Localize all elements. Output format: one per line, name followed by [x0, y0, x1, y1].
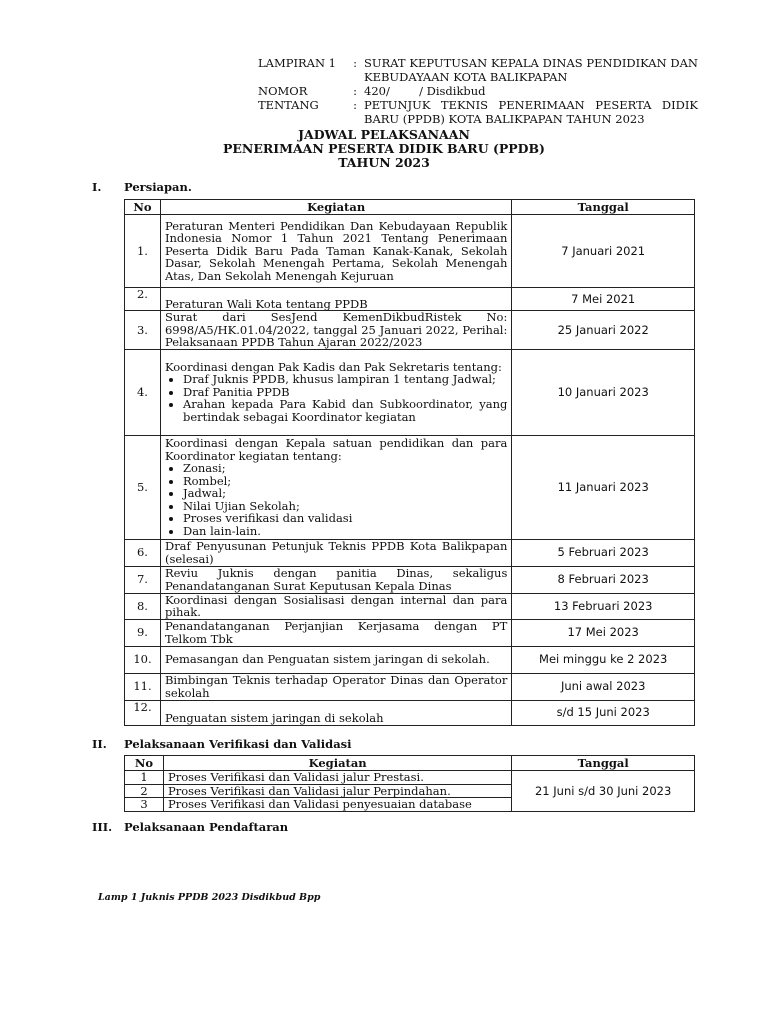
table-row	[125, 539, 695, 566]
header-colon: :	[353, 84, 357, 98]
section-title: Pelaksanaan Verifikasi dan Validasi	[124, 737, 352, 751]
section-number: III.	[92, 820, 113, 834]
row-date: Juni awal 2023	[512, 673, 695, 700]
table-header-row	[125, 200, 695, 215]
row-date: 13 Februari 2023	[512, 593, 695, 619]
list-item: • Nilai Ujian Sekolah;	[183, 500, 507, 513]
table-row	[125, 311, 695, 350]
table-row	[125, 566, 695, 593]
header-row-lampiran	[258, 56, 698, 84]
table-row	[125, 771, 695, 785]
row-number: 4.	[125, 349, 161, 435]
section-heading-persiapan	[92, 180, 192, 194]
row-date: 25 Januari 2022	[512, 311, 695, 350]
list-item: • Zonasi;	[183, 462, 507, 475]
row-date: s/d 15 Juni 2023	[512, 700, 695, 725]
header-row-nomor	[258, 84, 698, 98]
row-activity: Surat dari SesJend KemenDikbudRistek No: 6998/A5/HK.01.04/2022, tanggal 25 Januari 2022, Perihal: Pelaksanaan PPDB Tahun Ajaran 2022/2023	[160, 311, 511, 350]
row-number: 9.	[125, 619, 161, 646]
activity-intro: Koordinasi dengan Pak Kadis dan Pak Sekretaris tentang:	[164, 359, 502, 374]
row-activity	[160, 349, 511, 435]
title-line-2: PENERIMAAN PESERTA DIDIK BARU (PPDB)	[223, 141, 545, 156]
list-item: • Arahan kepada Para Kabid dan Subkoordinator, yang bertindak sebagai Koordinator kegiatan	[183, 398, 507, 423]
row-activity: Reviu Juknis dengan panitia Dinas, sekaligus Penandatanganan Surat Keputusan Kepala Dinas	[160, 566, 511, 593]
row-number: 3.	[125, 311, 161, 350]
row-activity	[160, 435, 511, 539]
title-line-1: JADWAL PELAKSANAAN	[298, 127, 470, 142]
row-number: 2	[125, 784, 164, 798]
row-number: 11.	[125, 673, 161, 700]
table-row	[125, 349, 695, 435]
list-item: • Rombel;	[183, 475, 507, 488]
column-header-kegiatan: Kegiatan	[163, 756, 511, 771]
header-value: SURAT KEPUTUSAN KEPALA DINAS PENDIDIKAN DAN KEBUDAYAAN KOTA BALIKPAPAN	[364, 56, 698, 84]
activity-bullet-list	[165, 462, 507, 537]
title-line-3: TAHUN 2023	[338, 155, 430, 170]
header-row-tentang	[258, 98, 698, 126]
section-heading-verifikasi	[92, 737, 351, 751]
activity-bullet-list	[165, 373, 507, 423]
activity-intro: Koordinasi dengan Kepala satuan pendidikan dan para Koordinator kegiatan tentang:	[164, 436, 508, 463]
row-date: 8 Februari 2023	[512, 566, 695, 593]
section-heading-pendaftaran	[92, 820, 288, 834]
schedule-table-persiapan	[124, 199, 695, 726]
table-header-row	[125, 756, 695, 771]
row-activity: Proses Verifikasi dan Validasi penyesuaian database	[163, 798, 511, 812]
list-item: • Dan lain-lain.	[183, 525, 507, 538]
row-date: 11 Januari 2023	[512, 435, 695, 539]
row-activity: Draf Penyusunan Petunjuk Teknis PPDB Kota Balikpapan (selesai)	[160, 539, 511, 566]
page-title	[0, 128, 768, 170]
row-number: 12.	[125, 700, 161, 725]
row-date: Mei minggu ke 2 2023	[512, 646, 695, 673]
page-footer: Lamp 1 Juknis PPDB 2023 Disdikbud Bpp	[98, 892, 321, 903]
row-number: 3	[125, 798, 164, 812]
table-row	[125, 288, 695, 311]
table-row	[125, 646, 695, 673]
row-activity: Pemasangan dan Penguatan sistem jaringan di sekolah.	[160, 646, 511, 673]
section-title: Persiapan.	[124, 180, 192, 194]
list-item: • Draf Juknis PPDB, khusus lampiran 1 tentang Jadwal;	[183, 373, 507, 386]
row-activity: Proses Verifikasi dan Validasi jalur Perpindahan.	[163, 784, 511, 798]
column-header-no: No	[125, 200, 161, 215]
section-title: Pelaksanaan Pendaftaran	[124, 820, 289, 834]
row-date: 21 Juni s/d 30 Juni 2023	[512, 771, 695, 812]
row-number: 5.	[125, 435, 161, 539]
row-number: 2.	[125, 288, 161, 311]
list-item: • Jadwal;	[183, 487, 507, 500]
header-label: TENTANG	[258, 98, 319, 112]
document-header	[258, 56, 698, 126]
row-number: 10.	[125, 646, 161, 673]
row-number: 6.	[125, 539, 161, 566]
row-number: 1	[125, 771, 164, 785]
column-header-kegiatan: Kegiatan	[160, 200, 511, 215]
row-activity: Penguatan sistem jaringan di sekolah	[160, 700, 511, 725]
header-value: 420/ / Disdikbud	[364, 84, 486, 98]
column-header-no: No	[125, 756, 164, 771]
header-value: PETUNJUK TEKNIS PENERIMAAN PESERTA DIDIK BARU (PPDB) KOTA BALIKPAPAN TAHUN 2023	[364, 98, 698, 126]
header-label: LAMPIRAN 1	[258, 56, 336, 70]
row-date: 7 Januari 2021	[512, 215, 695, 288]
row-activity: Peraturan Menteri Pendidikan Dan Kebudayaan Republik Indonesia Nomor 1 Tahun 2021 Tentang Penerimaan Peserta Didik Baru Pada Taman Kanak-Kanak, Sekolah Dasar, Sekolah Menengah Pertama, Sekolah Menengah Atas, Dan Sekolah Menengah Kejuruan	[160, 215, 511, 288]
row-date: 7 Mei 2021	[512, 288, 695, 311]
row-number: 1.	[125, 215, 161, 288]
table-row	[125, 673, 695, 700]
column-header-tanggal: Tanggal	[512, 756, 695, 771]
row-activity: Proses Verifikasi dan Validasi jalur Prestasi.	[163, 771, 511, 785]
section-number: I.	[92, 180, 102, 194]
header-colon: :	[353, 56, 357, 70]
section-number: II.	[92, 737, 107, 751]
row-date: 17 Mei 2023	[512, 619, 695, 646]
row-activity: Bimbingan Teknis terhadap Operator Dinas dan Operator sekolah	[160, 673, 511, 700]
row-activity: Peraturan Wali Kota tentang PPDB	[160, 288, 511, 311]
list-item: • Proses verifikasi dan validasi	[183, 512, 507, 525]
row-activity: Penandatanganan Perjanjian Kerjasama dengan PT Telkom Tbk	[160, 619, 511, 646]
table-row	[125, 593, 695, 619]
table-row	[125, 435, 695, 539]
header-colon: :	[353, 98, 357, 112]
table-row	[125, 215, 695, 288]
list-item: • Draf Panitia PPDB	[183, 386, 507, 399]
row-number: 8.	[125, 593, 161, 619]
column-header-tanggal: Tanggal	[512, 200, 695, 215]
row-date: 5 Februari 2023	[512, 539, 695, 566]
header-label: NOMOR	[258, 84, 308, 98]
row-activity: Koordinasi dengan Sosialisasi dengan internal dan para pihak.	[160, 593, 511, 619]
row-date: 10 Januari 2023	[512, 349, 695, 435]
row-number: 7.	[125, 566, 161, 593]
table-row	[125, 700, 695, 725]
table-row	[125, 619, 695, 646]
schedule-table-verifikasi	[124, 755, 695, 812]
